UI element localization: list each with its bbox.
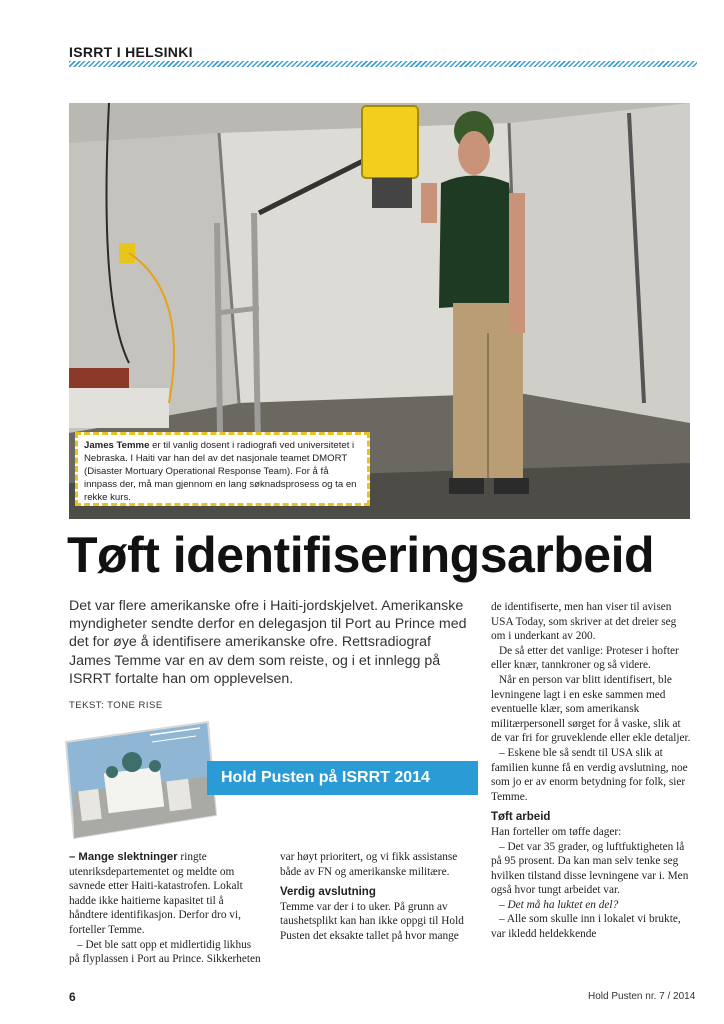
article-column-1 — [69, 850, 264, 967]
article-column-2 — [280, 850, 475, 944]
photo-caption — [75, 432, 370, 506]
page-number: 6 — [69, 990, 76, 1004]
helsinki-cathedral-image — [60, 720, 220, 850]
paragraph: – Det var 35 grader, og luftfuktigheten lå på 95 prosent. Da kan man selv tenke seg hvilken tilstand disse levningene var i. Men også hvor tungt arbeidet var. — [491, 840, 689, 897]
paragraph-lead-in: – Mange slektninger — [69, 851, 178, 863]
article-headline: Tøft identifiseringsarbeid — [67, 527, 655, 583]
article-lead: Det var flere amerikanske ofre i Haiti-jordskjelvet. Amerikanske myndigheter sendte derfor en delegasjon til Port au Prince med det for øye å identifisere amerikanske ofre. Rettsradiograf James Temme var en av dem som reiste, og i et innlegg på ISRRT fortalte han om opplevelsen. — [69, 598, 467, 687]
caption-text: er til vanlig dosent i radiografi ved universitetet i Nebraska. I Haiti var han del av det nasjonale teamet DMORT (Disaster Mortuary Operational Response Team). For å få innpass der, må man gjennom en lang søknadsprosess og ta en rekke kurs. — [84, 440, 357, 503]
paragraph: ringte utenriksdepartementet og meldte om savnede etter Haiti-katastrofen. Lokalt hadde ikke haitierne kapasitet til å håndtere identifikasjon. Derfor dro vi, forteller Temme. — [69, 851, 243, 936]
paragraph: Han forteller om tøffe dager: — [491, 825, 622, 838]
magazine-thumbnail — [60, 720, 220, 850]
header-rule — [69, 61, 697, 67]
paragraph: – Det må ha luktet en del? — [499, 898, 619, 911]
subheading: Verdig avslutning — [280, 886, 376, 899]
paragraph: de identifiserte, men han viser til avisen USA Today, som skriver at det dreier seg om i underkant av 200. — [491, 601, 677, 643]
paragraph: De så etter det vanlige: Proteser i hofter eller knær, tannkroner og så videre. — [491, 644, 679, 672]
article-byline: TEKST: TONE RISE — [69, 700, 163, 711]
subheading: Tøft arbeid — [491, 811, 551, 824]
paragraph: Temme var der i to uker. På grunn av taushetsplikt kan han ikke oppgi til Hold Pusten det eksakte tallet på hvor mange — [280, 900, 464, 942]
paragraph: – Eskene ble så sendt til USA slik at familien kunne få en verdig avslutning, noe som jo er av enorm betydning for folk, sier Temme. — [491, 746, 688, 803]
paragraph: Når en person var blitt identifisert, ble levningene lagt i en eske sammen med eventuelle klær, som amerikansk militærpersonell sørget for å vaske, slik at de var fri for gruveklende eller ekle detaljer. — [491, 673, 691, 745]
section-label: ISRRT I HELSINKI — [69, 44, 193, 60]
paragraph: var høyt prioritert, og vi fikk assistanse både av FN og amerikanske militære. — [280, 851, 458, 878]
paragraph: – Det ble satt opp et midlertidig likhus på flyplassen i Port au Prince. Sikkerheten — [69, 938, 261, 966]
caption-name: James Temme — [84, 440, 150, 451]
article-column-3 — [491, 600, 691, 942]
paragraph: – Alle som skulle inn i lokalet vi brukte, var ikledd heldekkende — [491, 913, 681, 941]
issue-label: Hold Pusten nr. 7 / 2014 — [588, 991, 696, 1002]
promo-banner: Hold Pusten på ISRRT 2014 — [207, 761, 478, 795]
